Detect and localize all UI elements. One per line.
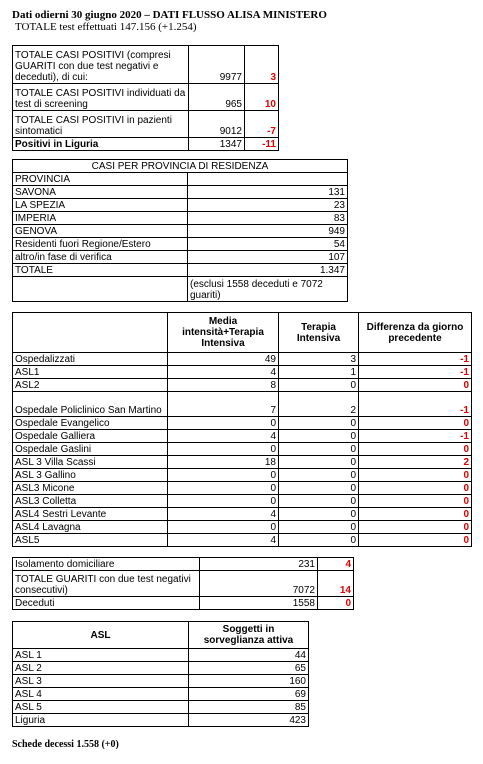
row-media: 4 (168, 430, 279, 443)
ospedali-table (12, 312, 472, 547)
row-ti: 1 (279, 366, 359, 379)
row-diff: 14 (318, 571, 354, 597)
row-ti: 0 (279, 417, 359, 430)
table-row (13, 392, 472, 417)
row-media: 4 (168, 366, 279, 379)
table-header-row (13, 160, 348, 173)
row-label: Ospedale Policlinico San Martino (13, 392, 168, 417)
table-row (13, 495, 472, 508)
row-value: 69 (189, 688, 309, 701)
row-diff: 0 (359, 417, 472, 430)
row-label: Liguria (13, 714, 189, 727)
row-diff: -7 (245, 111, 279, 138)
table-row (13, 662, 309, 675)
row-label: TOTALE CASI POSITIVI in pazienti sintomatici (13, 111, 189, 138)
row-label: GENOVA (13, 225, 188, 238)
row-label: ASL1 (13, 366, 168, 379)
row-label: ASL3 Micone (13, 482, 168, 495)
column-header: Media intensità+Terapia Intensiva (168, 313, 279, 353)
row-ti: 0 (279, 379, 359, 392)
column-header: ASL (13, 622, 189, 649)
table-row (13, 701, 309, 714)
row-ti: 0 (279, 456, 359, 469)
row-diff: 0 (359, 482, 472, 495)
table-row (13, 353, 472, 366)
row-label: TOTALE GUARITI con due test negativi consecutivi) (13, 571, 200, 597)
row-value: 9977 (189, 46, 245, 84)
row-media: 0 (168, 443, 279, 456)
table-header-row (13, 622, 309, 649)
row-label: ASL 4 (13, 688, 189, 701)
table-row (13, 186, 348, 199)
row-ti: 0 (279, 508, 359, 521)
row-label: ASL 3 Villa Scassi (13, 456, 168, 469)
row-value: 965 (189, 84, 245, 111)
empty-cell (13, 277, 188, 302)
row-diff: 4 (318, 558, 354, 571)
row-ti: 0 (279, 430, 359, 443)
row-label: ASL 3 Gallino (13, 469, 168, 482)
table-row (13, 456, 472, 469)
row-label: altro/in fase di verifica (13, 251, 188, 264)
row-label: SAVONA (13, 186, 188, 199)
row-label: TOTALE CASI POSITIVI individuati da test di screening (13, 84, 189, 111)
row-label: ASL4 Sestri Levante (13, 508, 168, 521)
row-media: 49 (168, 353, 279, 366)
row-label: Isolamento domiciliare (13, 558, 200, 571)
row-diff: -1 (359, 353, 472, 366)
row-value: 23 (188, 199, 348, 212)
row-label: Positivi in Liguria (13, 138, 189, 151)
row-label: Residenti fuori Regione/Estero (13, 238, 188, 251)
row-label: ASL 3 (13, 675, 189, 688)
table-row (13, 277, 348, 302)
table-row (13, 675, 309, 688)
row-label: Ospedalizzati (13, 353, 168, 366)
row-diff: 0 (359, 379, 472, 392)
row-diff: -1 (359, 392, 472, 417)
row-value: 65 (189, 662, 309, 675)
row-label: TOTALE (13, 264, 188, 277)
row-ti: 0 (279, 521, 359, 534)
row-ti: 0 (279, 495, 359, 508)
row-ti: 0 (279, 469, 359, 482)
table-row (13, 251, 348, 264)
row-label: ASL5 (13, 534, 168, 547)
row-diff: 0 (359, 521, 472, 534)
row-ti: 2 (279, 392, 359, 417)
row-diff: -1 (359, 366, 472, 379)
row-value: 1558 (200, 597, 318, 610)
row-diff: -1 (359, 430, 472, 443)
row-media: 0 (168, 521, 279, 534)
row-media: 7 (168, 392, 279, 417)
row-diff: 0 (359, 469, 472, 482)
empty-cell (13, 313, 168, 353)
table-row (13, 366, 472, 379)
table-row (13, 199, 348, 212)
column-header: Differenza da giorno precedente (359, 313, 472, 353)
row-label: Ospedale Evangelico (13, 417, 168, 430)
table-header-row (13, 313, 472, 353)
row-media: 18 (168, 456, 279, 469)
row-media: 8 (168, 379, 279, 392)
row-value: 423 (189, 714, 309, 727)
row-label: ASL 5 (13, 701, 189, 714)
row-diff: 0 (359, 534, 472, 547)
table-row (13, 212, 348, 225)
row-media: 0 (168, 495, 279, 508)
row-diff: 3 (245, 46, 279, 84)
positivi-table (12, 45, 279, 151)
row-value: 83 (188, 212, 348, 225)
row-diff: 2 (359, 456, 472, 469)
table-row (13, 688, 309, 701)
table-row (13, 225, 348, 238)
row-value: 44 (189, 649, 309, 662)
row-media: 0 (168, 417, 279, 430)
row-value: 949 (188, 225, 348, 238)
row-label: ASL2 (13, 379, 168, 392)
row-diff: -11 (245, 138, 279, 151)
table-row (13, 649, 309, 662)
row-media: 4 (168, 508, 279, 521)
row-ti: 3 (279, 353, 359, 366)
row-label: ASL3 Colletta (13, 495, 168, 508)
row-diff: 10 (245, 84, 279, 111)
table-row (13, 430, 472, 443)
row-diff: 0 (359, 443, 472, 456)
row-value: 160 (189, 675, 309, 688)
provincia-title: CASI PER PROVINCIA DI RESIDENZA (13, 160, 348, 173)
row-value: 7072 (200, 571, 318, 597)
table-row (13, 714, 309, 727)
row-media: 0 (168, 482, 279, 495)
column-header: PROVINCIA (13, 173, 188, 186)
table-row (13, 534, 472, 547)
row-label: ASL4 Lavagna (13, 521, 168, 534)
row-diff: 0 (359, 508, 472, 521)
row-value: 9012 (189, 111, 245, 138)
row-value: 54 (188, 238, 348, 251)
row-value: 1.347 (188, 264, 348, 277)
row-value: 1347 (189, 138, 245, 151)
row-media: 4 (168, 534, 279, 547)
row-media: 0 (168, 469, 279, 482)
table-row (13, 264, 348, 277)
row-diff: 0 (318, 597, 354, 610)
table-row (13, 482, 472, 495)
row-ti: 0 (279, 482, 359, 495)
row-label: IMPERIA (13, 212, 188, 225)
row-label: LA SPEZIA (13, 199, 188, 212)
table-row (13, 443, 472, 456)
provincia-table (12, 159, 348, 302)
row-label: ASL 1 (13, 649, 189, 662)
column-header: Terapia Intensiva (279, 313, 359, 353)
isolamento-table (12, 557, 354, 610)
row-label: Ospedale Galliera (13, 430, 168, 443)
page-subtitle: TOTALE test effettuati 147.156 (+1.254) (15, 21, 197, 33)
row-label: ASL 2 (13, 662, 189, 675)
sorveglianza-table (12, 621, 309, 727)
table-row (13, 558, 354, 571)
table-row (13, 379, 472, 392)
table-row (13, 111, 279, 138)
row-value: 107 (188, 251, 348, 264)
row-ti: 0 (279, 534, 359, 547)
table-row (13, 521, 472, 534)
footer-note: Schede decessi 1.558 (+0) (12, 739, 119, 750)
table-row (13, 84, 279, 111)
table-row (13, 597, 354, 610)
row-label: TOTALE CASI POSITIVI (compresi GUARITI con due test negativi e deceduti), di cui: (13, 46, 189, 84)
table-row (13, 508, 472, 521)
table-row (13, 238, 348, 251)
empty-cell (188, 173, 348, 186)
row-value: 131 (188, 186, 348, 199)
page-title: Dati odierni 30 giugno 2020 – DATI FLUSSO ALISA MINISTERO (12, 9, 327, 21)
provincia-note: (esclusi 1558 deceduti e 7072 guariti) (188, 277, 348, 302)
table-row (13, 571, 354, 597)
row-value: 231 (200, 558, 318, 571)
row-label: Ospedale Gaslini (13, 443, 168, 456)
table-row (13, 469, 472, 482)
table-row (13, 46, 279, 84)
row-label: Deceduti (13, 597, 200, 610)
column-header: Soggetti in sorveglianza attiva (189, 622, 309, 649)
row-value: 85 (189, 701, 309, 714)
row-ti: 0 (279, 443, 359, 456)
table-row (13, 138, 279, 151)
table-row (13, 417, 472, 430)
row-diff: 0 (359, 495, 472, 508)
table-header-row (13, 173, 348, 186)
